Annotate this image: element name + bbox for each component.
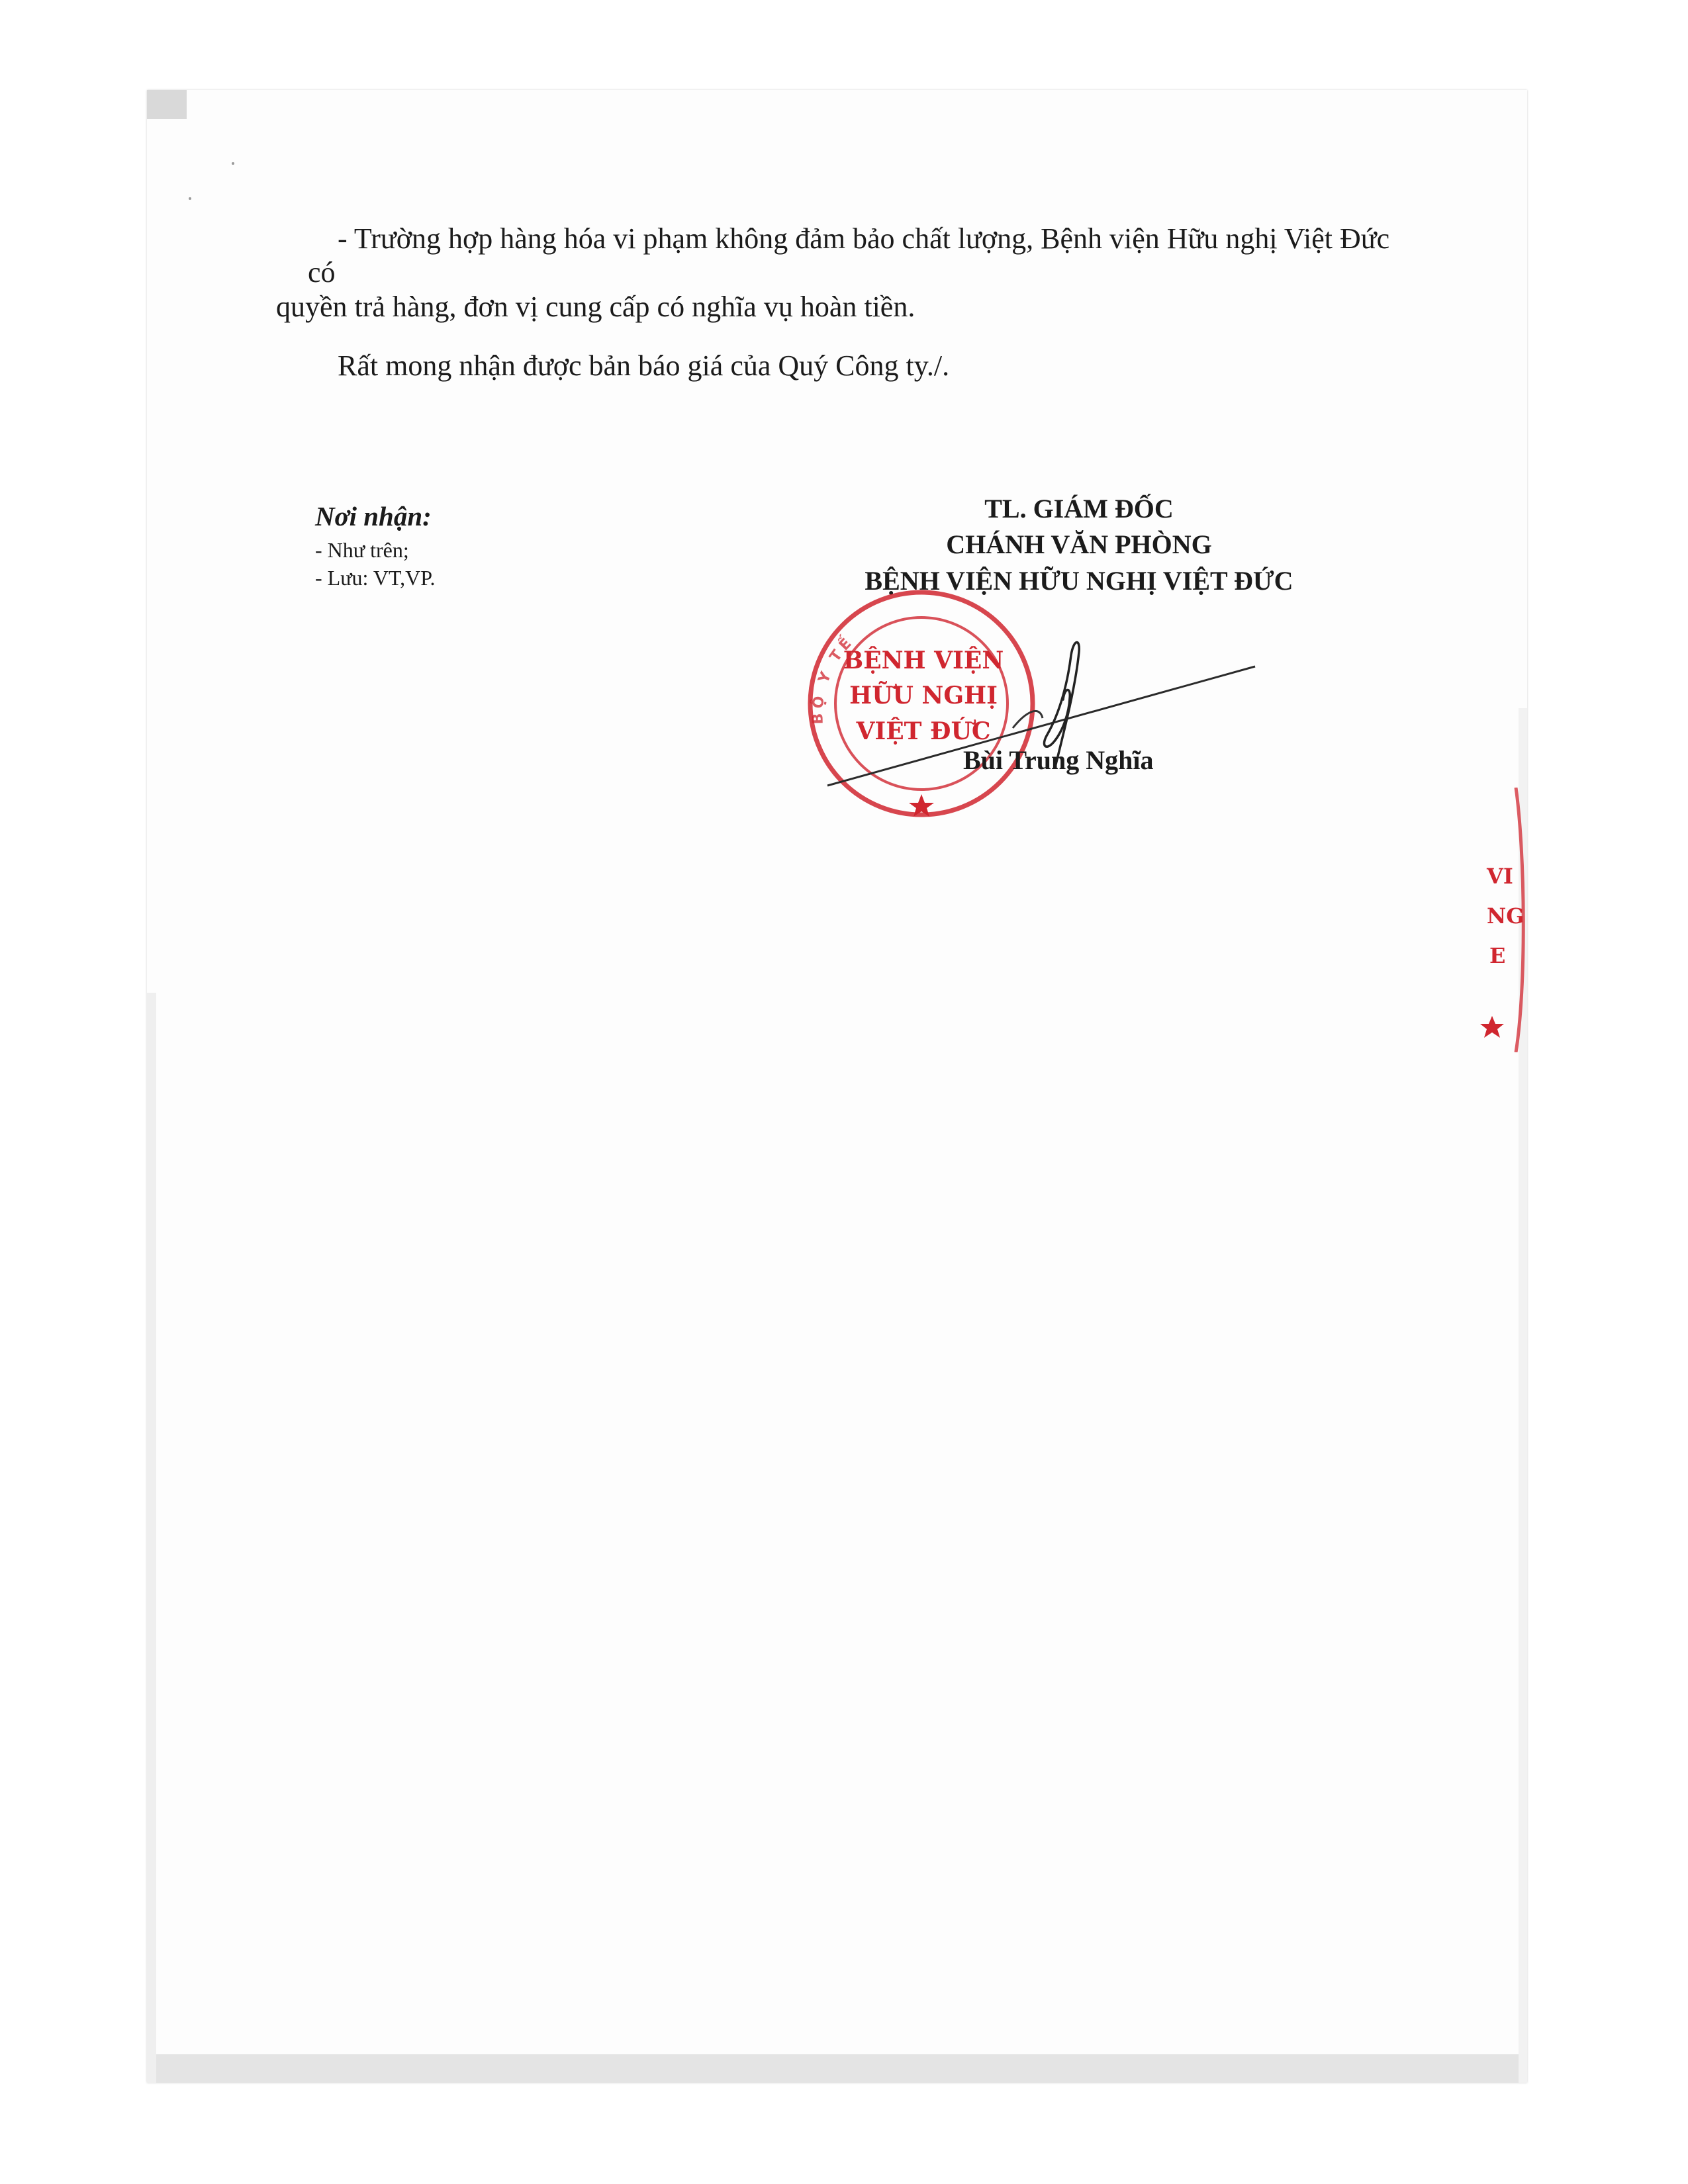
side-stamp-star-icon	[1480, 1016, 1504, 1038]
recipients-block	[315, 500, 436, 592]
handwritten-signature	[814, 625, 1278, 804]
letter-body	[276, 222, 1393, 408]
signer-name: Bùi Trung Nghĩa	[963, 745, 1154, 775]
stamp-line-3: VIỆT ĐỨC	[856, 717, 991, 745]
recipient-item: - Lưu: VT,VP.	[315, 566, 436, 590]
scan-edge-left	[147, 993, 156, 2083]
recipient-item: - Như trên;	[315, 538, 409, 562]
adjacent-page-stamp-fragment	[1476, 788, 1529, 1052]
scan-speck	[189, 197, 191, 200]
letter-paragraph-2: Rất mong nhận được bản báo giá của Quý Công ty./.	[338, 349, 950, 383]
side-stamp-line-2: NG	[1487, 903, 1524, 929]
side-stamp-line-1: VI	[1487, 864, 1513, 889]
signature-title-2: CHÁNH VĂN PHÒNG	[946, 529, 1212, 560]
stamp-ring-text: BỘ Y TẾ	[810, 632, 858, 725]
paragraph-1-line-1: - Trường hợp hàng hóa vi phạm không đảm bảo chất lượng, Bệnh viện Hữu nghị Việt Đức có	[308, 222, 1390, 289]
signature-title-3: BỆNH VIỆN HỮU NGHỊ VIỆT ĐỨC	[865, 565, 1293, 596]
scan-edge-bottom	[147, 2054, 1527, 2083]
signature-block	[798, 491, 1360, 599]
scan-edge-top	[147, 90, 187, 119]
stamp-line-2: HỮU NGHỊ	[849, 682, 998, 709]
letter-paragraph-1	[276, 222, 1393, 324]
side-stamp-line-3: E	[1489, 943, 1506, 968]
recipients-label: Nơi nhận:	[315, 501, 432, 531]
stamp-line-1: BỆNH VIỆN	[843, 647, 1004, 674]
paragraph-1-line-2: quyền trả hàng, đơn vị cung cấp có nghĩa vụ hoàn tiền.	[276, 290, 915, 323]
signature-title-1: TL. GIÁM ĐỐC	[984, 494, 1174, 523]
scan-speck	[232, 162, 234, 165]
